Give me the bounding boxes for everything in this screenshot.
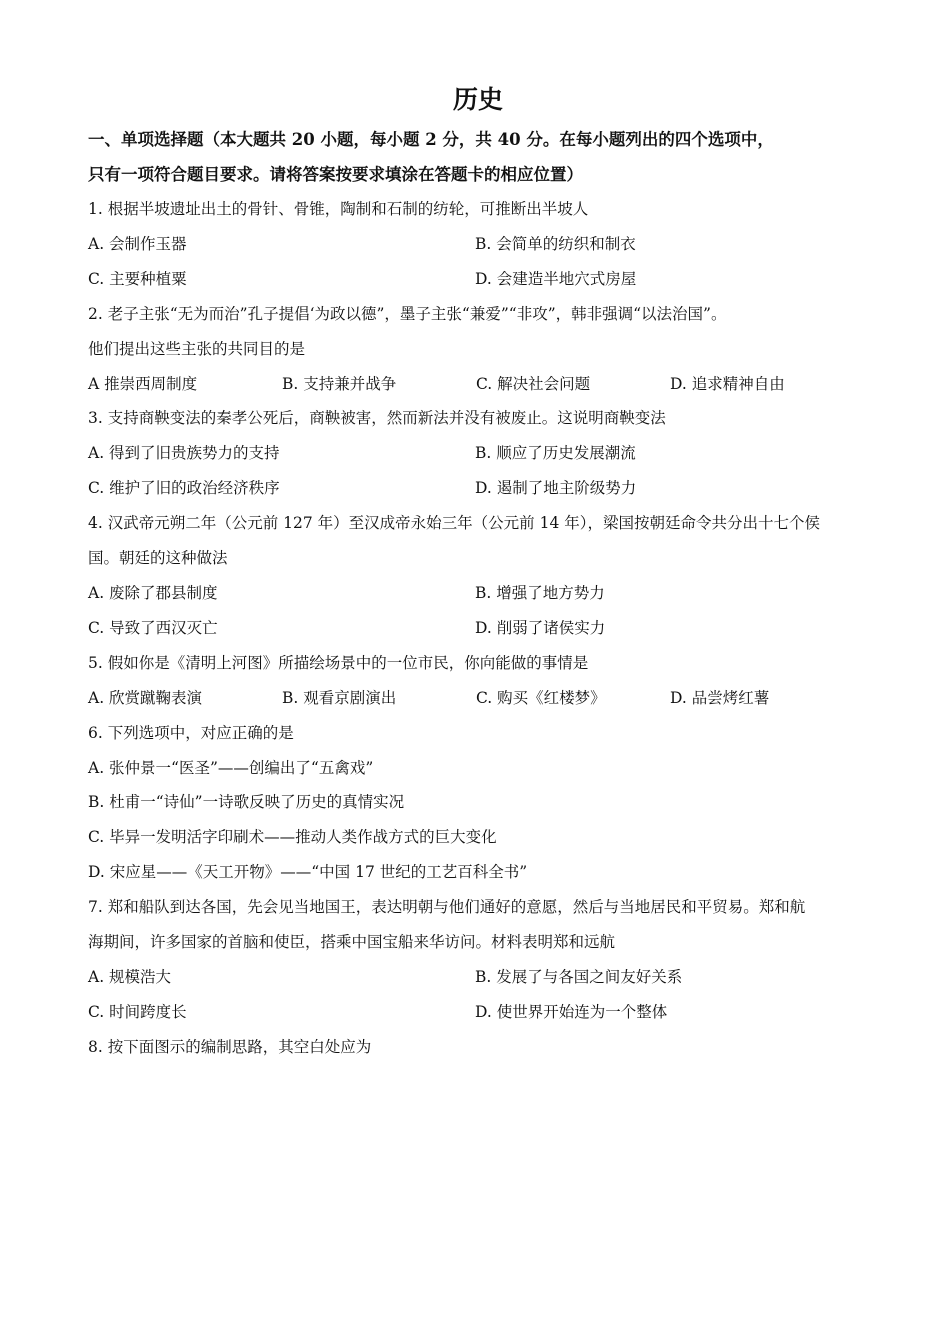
option-c: C. 毕异一发明活字印刷术——推动人类作战方式的巨大变化 — [88, 828, 497, 847]
option-a: A. 张仲景一“医圣”——创编出了“五禽戏” — [88, 758, 374, 777]
option-a: A. 规模浩大 — [88, 967, 172, 986]
option-b: B. 支持兼并战争 — [282, 374, 397, 393]
option-b: B. 增强了地方势力 — [475, 583, 605, 602]
question-stem: 6. 下列选项中，对应正确的是 — [88, 723, 294, 742]
question-stem-cont: 他们提出这些主张的共同目的是 — [88, 339, 306, 358]
option-d: D. 削弱了诸侯实力 — [475, 618, 606, 637]
question-5 — [88, 646, 868, 716]
option-a: A. 欣赏蹴鞠表演 — [88, 688, 203, 707]
option-c: C. 导致了西汉灭亡 — [88, 618, 218, 637]
option-c: C. 维护了旧的政治经济秩序 — [88, 479, 280, 498]
option-b: B. 杜甫一“诗仙”一诗歌反映了历史的真情实况 — [88, 793, 405, 812]
question-stem-cont: 国。朝廷的这种做法 — [88, 549, 228, 568]
option-c: C. 购买《红楼梦》 — [476, 688, 606, 707]
question-stem: 5. 假如你是《清明上河图》所描绘场景中的一位市民，你向能做的事情是 — [88, 653, 589, 672]
option-d: D. 品尝烤红薯 — [670, 688, 770, 707]
option-b: B. 发展了与各国之间友好关系 — [475, 967, 683, 986]
question-stem: 4. 汉武帝元朔二年（公元前 127 年）至汉成帝永始三年（公元前 14 年），梁国按朝廷命令共分出十七个侯 — [88, 514, 820, 533]
option-a: A 推崇西周制度 — [88, 374, 198, 393]
question-3 — [88, 401, 868, 506]
question-2 — [88, 297, 868, 402]
question-stem: 1. 根据半坡遗址出土的骨针、骨锥，陶制和石制的纺轮，可推断出半坡人 — [88, 200, 589, 218]
question-7 — [88, 890, 868, 1030]
question-stem: 2. 老子主张“无为而治”孔子提倡‘为政以德”，墨子主张“兼爱”“非攻”，韩非强调“以法治国”。 — [88, 304, 727, 323]
option-d: D. 遏制了地主阶级势力 — [475, 479, 637, 498]
question-stem: 7. 郑和船队到达各国，先会见当地国王，表达明朝与他们通好的意愿，然后与当地居民和平贸易。郑和航 — [88, 898, 806, 917]
question-stem: 8. 按下面图示的编制思路，其空白处应为 — [88, 1037, 372, 1056]
option-c: C. 主要种植粟 — [88, 269, 187, 288]
question-stem: 3. 支持商鞅变法的秦孝公死后，商鞅被害，然而新法并没有被废止。这说明商鞅变法 — [88, 409, 666, 428]
option-d: D. 使世界开始连为一个整体 — [475, 1002, 668, 1021]
option-b: B. 顺应了历史发展潮流 — [475, 444, 636, 463]
question-8 — [88, 1030, 868, 1065]
option-c: C. 解决社会问题 — [476, 374, 591, 393]
option-b: B. 会简单的纺织和制衣 — [475, 234, 636, 253]
page-title: 历史 — [452, 85, 503, 114]
option-d: D. 宋应星——《天工开物》——“中国 17 世纪的工艺百科全书” — [88, 863, 528, 882]
option-d: D. 会建造半地穴式房屋 — [475, 269, 637, 288]
options — [88, 681, 868, 716]
options — [88, 576, 868, 646]
question-4 — [88, 506, 868, 646]
options — [88, 436, 868, 506]
options — [88, 960, 868, 1030]
options — [88, 751, 868, 891]
option-c: C. 时间跨度长 — [88, 1002, 187, 1021]
section-heading-line-1: 一、单项选择题（本大题共 20 小题，每小题 2 分，共 40 分。在每小题列出的四个选项中， — [88, 130, 774, 149]
option-a: A. 会制作玉器 — [88, 234, 187, 253]
section-heading-line-2: 只有一项符合题目要求。请将答案按要求填涂在答题卡的相应位置） — [88, 165, 583, 184]
option-b: B. 观看京剧演出 — [282, 688, 397, 707]
question-1 — [88, 192, 868, 297]
question-stem-cont: 海期间，许多国家的首脑和使臣，搭乘中国宝船来华访问。材料表明郑和远航 — [88, 933, 616, 952]
options — [88, 227, 868, 297]
option-a: A. 废除了郡县制度 — [88, 583, 218, 602]
question-6 — [88, 716, 868, 891]
option-d: D. 追求精神自由 — [670, 374, 785, 393]
option-a: A. 得到了旧贵族势力的支持 — [88, 444, 280, 463]
options — [88, 367, 868, 402]
exam-page — [88, 80, 868, 1065]
